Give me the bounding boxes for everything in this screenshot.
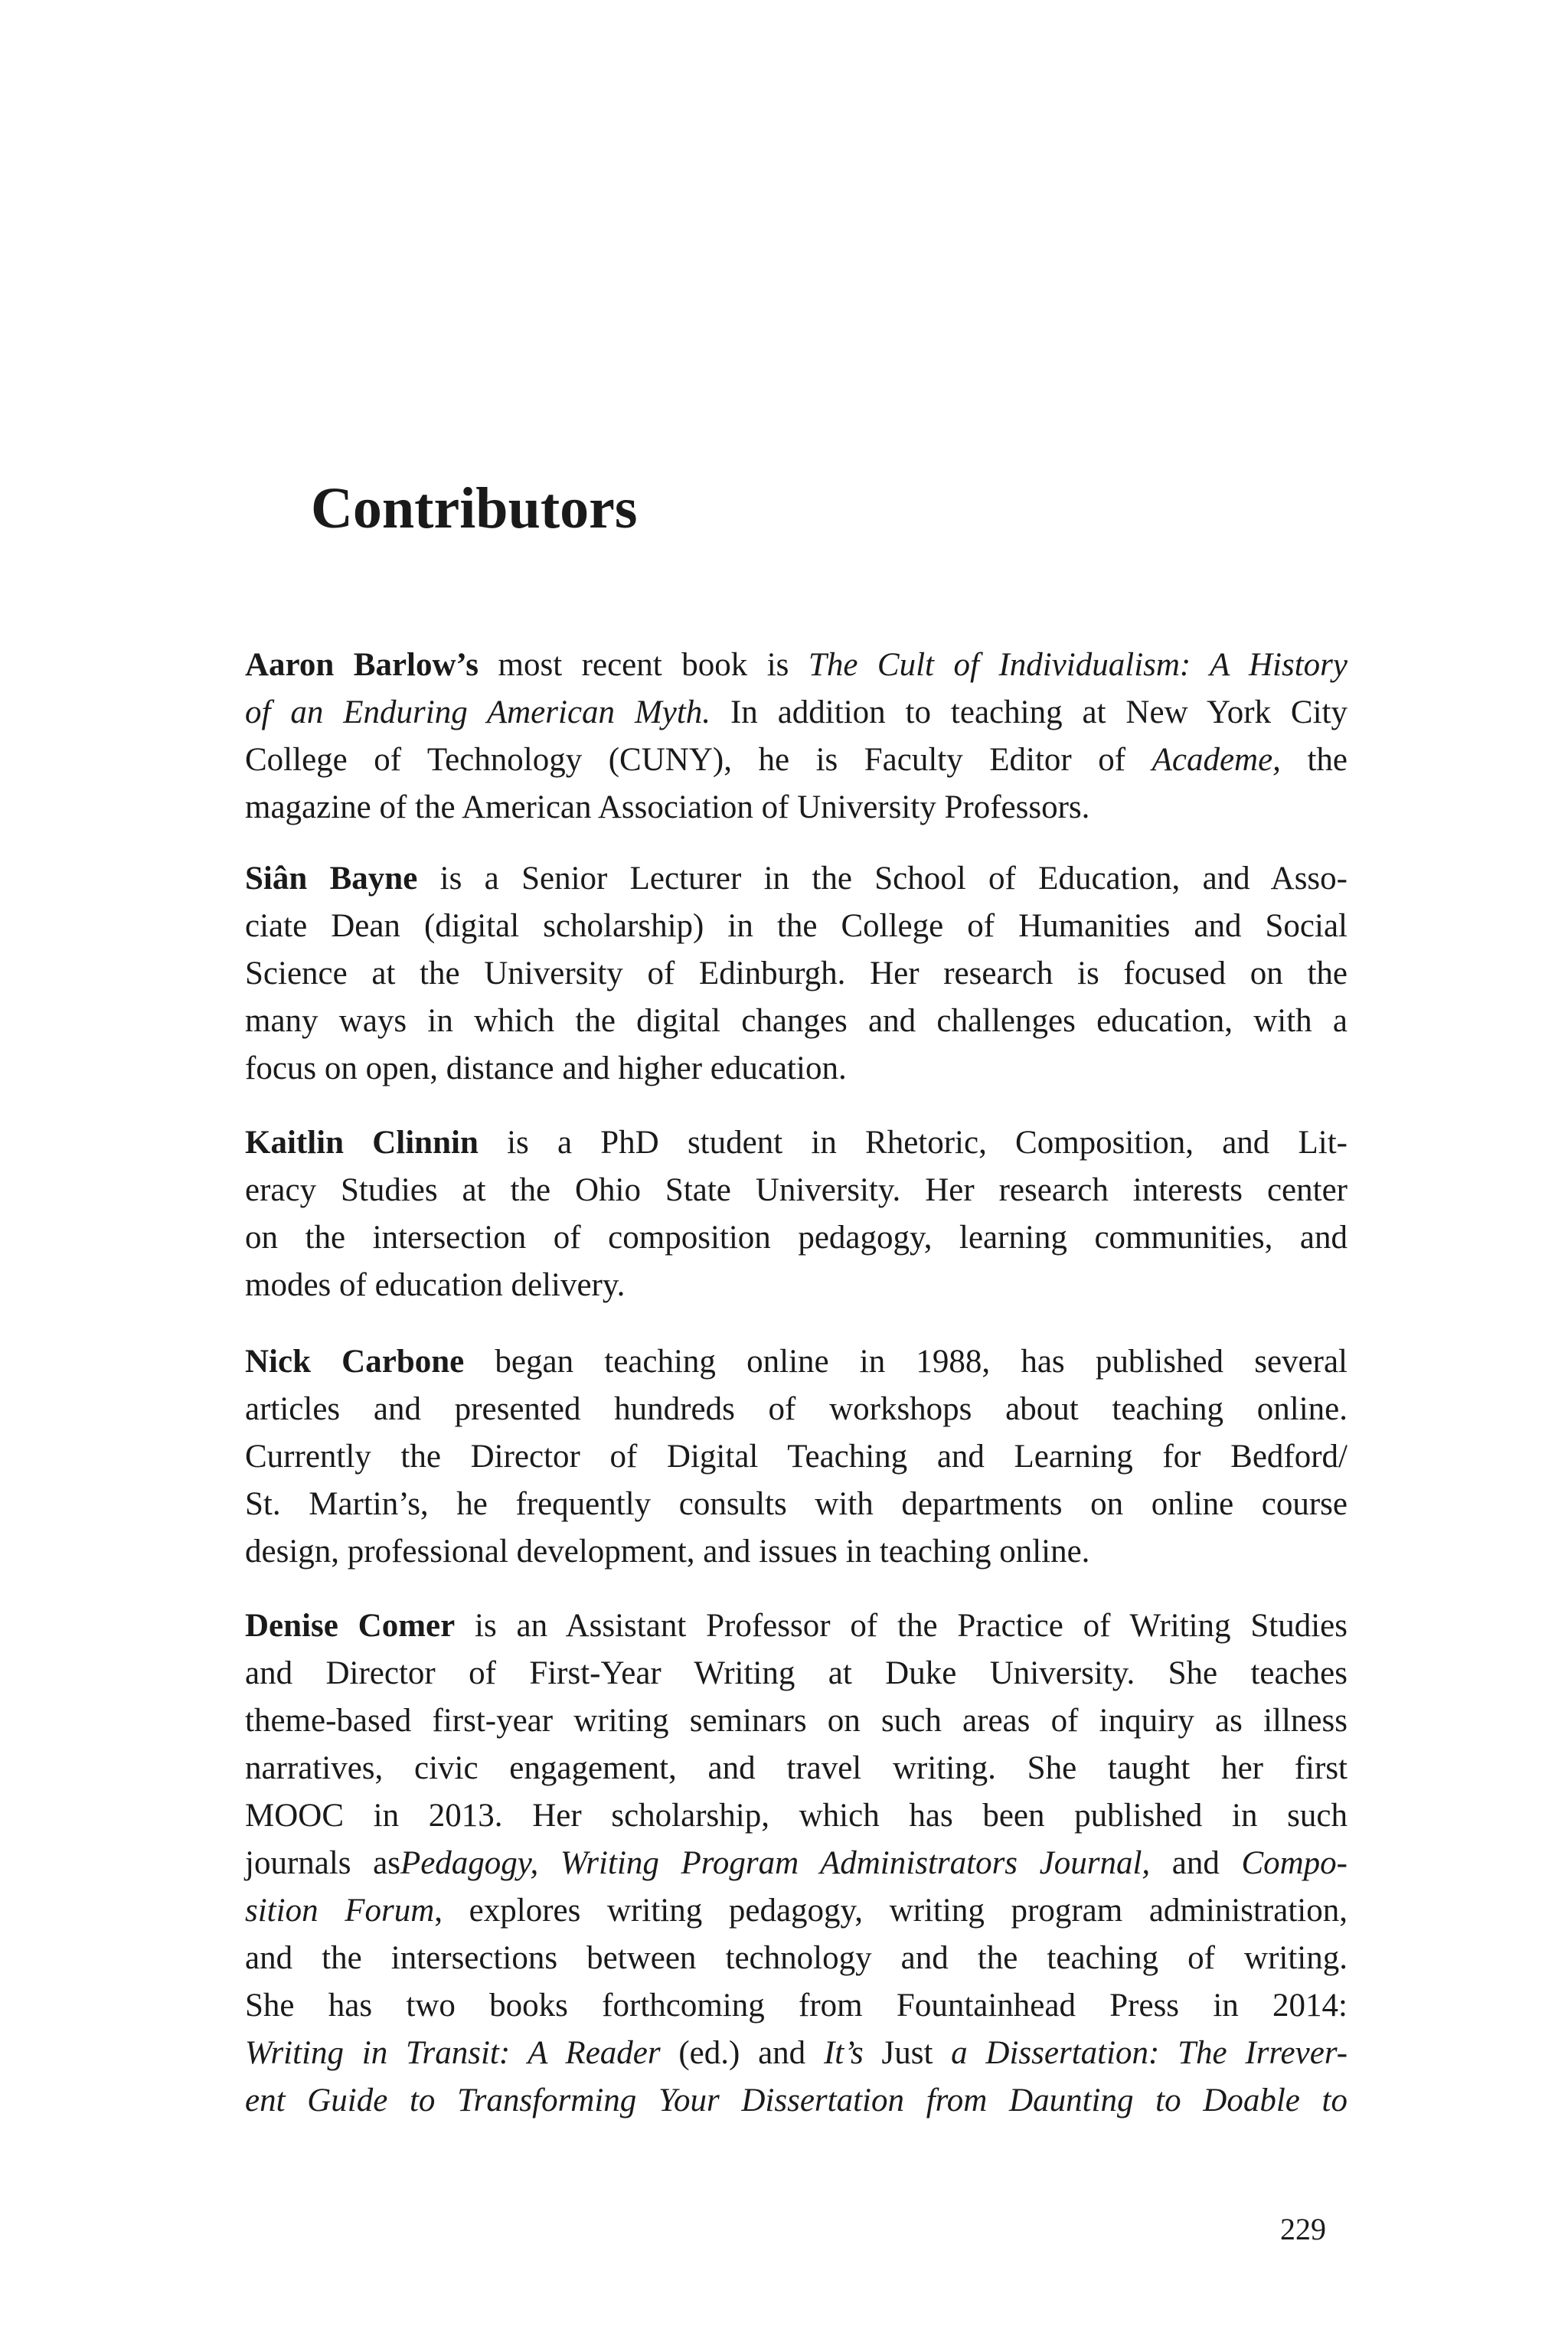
bio-line: eracy Studies at the Ohio State University. Her research interests center <box>245 1172 1348 1208</box>
bio-line: sition Forum, explores writing pedagogy, writing program administration, <box>245 1893 1348 1929</box>
bio-line: Siân Bayne is a Senior Lecturer in the School of Education, and Asso- <box>245 861 1348 897</box>
bio-line: College of Technology (CUNY), he is Faculty Editor of Academe, the <box>245 742 1348 778</box>
contributor-name: Siân Bayne <box>245 861 418 897</box>
bio-line: focus on open, distance and higher education. <box>245 1050 847 1086</box>
bio-line: Writing in Transit: A Reader (ed.) and It’s Just a Dissertation: The Irrever- <box>245 2035 1348 2071</box>
bio-line: Nick Carbone began teaching online in 1988, has published several <box>245 1344 1348 1380</box>
contributor-bio-bayne <box>245 855 1348 1093</box>
bio-line: theme-based first-year writing seminars on such areas of inquiry as illness <box>245 1703 1348 1739</box>
bio-line: MOOC in 2013. Her scholarship, which has been published in such <box>245 1798 1348 1834</box>
contributor-bio-carbone <box>245 1338 1348 1576</box>
bio-line: and the intersections between technology and the teaching of writing. <box>245 1940 1348 1976</box>
bio-line: narratives, civic engagement, and travel writing. She taught her first <box>245 1750 1348 1786</box>
bio-line: design, professional development, and issues in teaching online. <box>245 1534 1090 1570</box>
contributor-bio-comer <box>245 1602 1348 2125</box>
bio-line: St. Martin’s, he frequently consults with departments on online course <box>245 1486 1348 1522</box>
page-title: Contributors <box>311 476 638 541</box>
contributor-name: Denise Comer <box>245 1608 456 1644</box>
bio-line: journals asPedagogy, Writing Program Administrators Journal, and Compo- <box>245 1845 1348 1881</box>
bio-line: on the intersection of composition pedagogy, learning communities, and <box>245 1220 1348 1256</box>
contributor-bio-clinnin <box>245 1119 1348 1309</box>
bio-line: She has two books forthcoming from Fountainhead Press in 2014: <box>245 1988 1348 2024</box>
contributor-bio-barlow <box>245 642 1348 831</box>
bio-line: of an Enduring American Myth. In addition to teaching at New York City <box>245 694 1348 730</box>
bio-line: Science at the University of Edinburgh. Her research is focused on the <box>245 956 1348 991</box>
page-number: 229 <box>1280 2212 1326 2246</box>
bio-line: and Director of First-Year Writing at Duke University. She teaches <box>245 1655 1348 1691</box>
bio-line: many ways in which the digital changes and challenges education, with a <box>245 1003 1348 1039</box>
bio-line: Kaitlin Clinnin is a PhD student in Rhetoric, Composition, and Lit- <box>245 1125 1348 1161</box>
contributor-name: Kaitlin Clinnin <box>245 1125 479 1161</box>
contributor-name: Aaron Barlow’s <box>245 647 479 683</box>
bio-line: Aaron Barlow’s most recent book is The Cult of Individualism: A History <box>245 647 1348 683</box>
bio-line: magazine of the American Association of University Professors. <box>245 789 1090 825</box>
bio-line: Denise Comer is an Assistant Professor of the Practice of Writing Studies <box>245 1608 1348 1644</box>
bio-line: ent Guide to Transforming Your Dissertation from Daunting to Doable to <box>245 2082 1348 2118</box>
bio-line: ciate Dean (digital scholarship) in the College of Humanities and Social <box>245 908 1348 944</box>
bio-line: articles and presented hundreds of workshops about teaching online. <box>245 1391 1348 1427</box>
bio-line: Currently the Director of Digital Teaching and Learning for Bedford/ <box>245 1439 1348 1475</box>
bio-line: modes of education delivery. <box>245 1267 626 1303</box>
contributor-name: Nick Carbone <box>245 1344 465 1380</box>
